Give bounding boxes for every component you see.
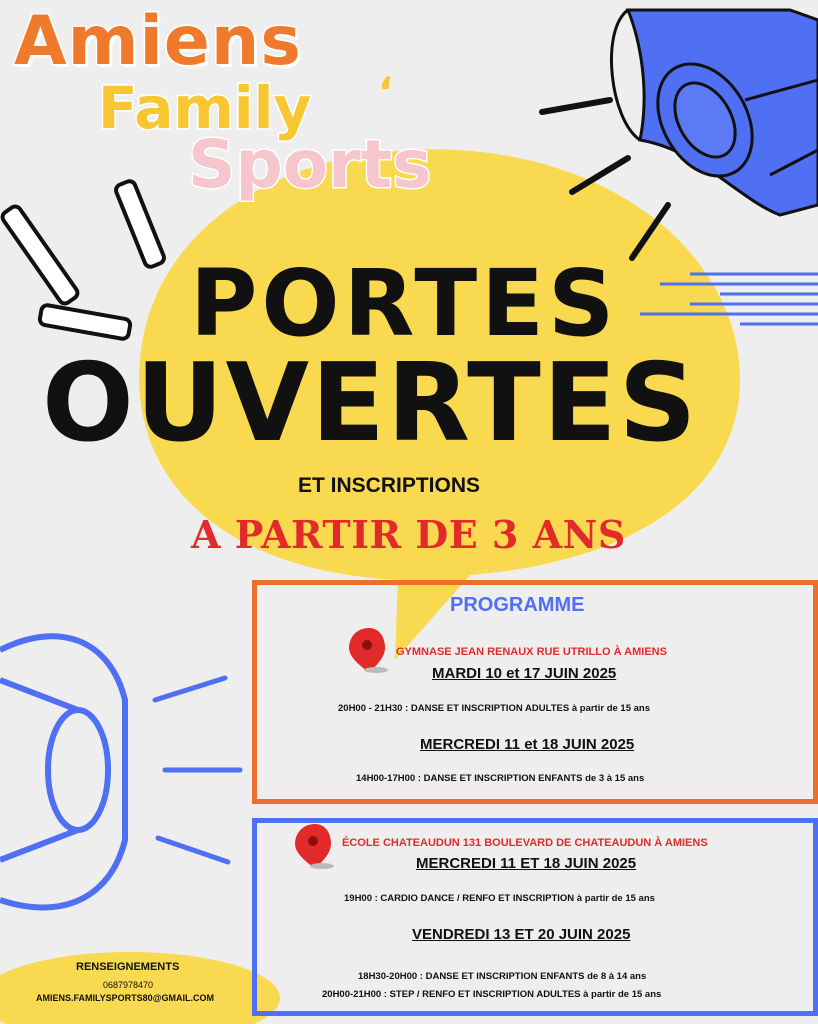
venue-location1: GYMNASE JEAN RENAUX RUE UTRILLO À AMIENS — [396, 646, 667, 658]
day-location2-2: VENDREDI 13 ET 20 JUIN 2025 — [412, 926, 631, 943]
detail-location2-2a: 18H30-20H00 : DANSE ET INSCRIPTION ENFANTS de 8 à 14 ans — [358, 971, 647, 982]
day-location2-1: MERCREDI 11 ET 18 JUIN 2025 — [416, 855, 637, 872]
headline-portes: PORTES — [190, 250, 619, 357]
age-requirement: A PARTIR DE 3 ANS — [191, 512, 626, 557]
programme-title: PROGRAMME — [450, 594, 585, 616]
info-email: AMIENS.FAMILYSPORTS80@GMAIL.COM — [36, 993, 214, 1003]
day-location1-1: MARDI 10 et 17 JUIN 2025 — [432, 665, 617, 682]
megaphone-icon-top — [611, 10, 818, 215]
logo-sports: Sports — [188, 126, 432, 203]
info-phone: 0687978470 — [103, 980, 154, 990]
headline-subtitle: ET INSCRIPTIONS — [298, 474, 481, 497]
info-title: RENSEIGNEMENTS — [76, 961, 180, 973]
megaphone-icon-bottom — [0, 636, 125, 907]
detail-location2-2b: 20H00-21H00 : STEP / RENFO ET INSCRIPTION ADULTES à partir de 15 ans — [322, 989, 662, 1000]
logo-family: Family — [98, 74, 312, 142]
day-location1-2: MERCREDI 11 et 18 JUIN 2025 — [420, 736, 635, 753]
detail-location1-1: 20H00 - 21H30 : DANSE ET INSCRIPTION ADULTES à partir de 15 ans — [338, 703, 651, 714]
detail-location2-1: 19H00 : CARDIO DANCE / RENFO ET INSCRIPTION à partir de 15 ans — [344, 893, 655, 904]
logo-apostrophe-icon: ‘ — [378, 70, 394, 116]
headline-ouvertes: OUVERTES — [42, 341, 699, 466]
detail-location1-2: 14H00-17H00 : DANSE ET INSCRIPTION ENFANTS de 3 à 15 ans — [356, 773, 645, 784]
venue-location2: ÉCOLE CHATEAUDUN 131 BOULEVARD DE CHATEAUDUN À AMIENS — [342, 837, 708, 849]
logo-amiens: Amiens — [14, 2, 302, 81]
